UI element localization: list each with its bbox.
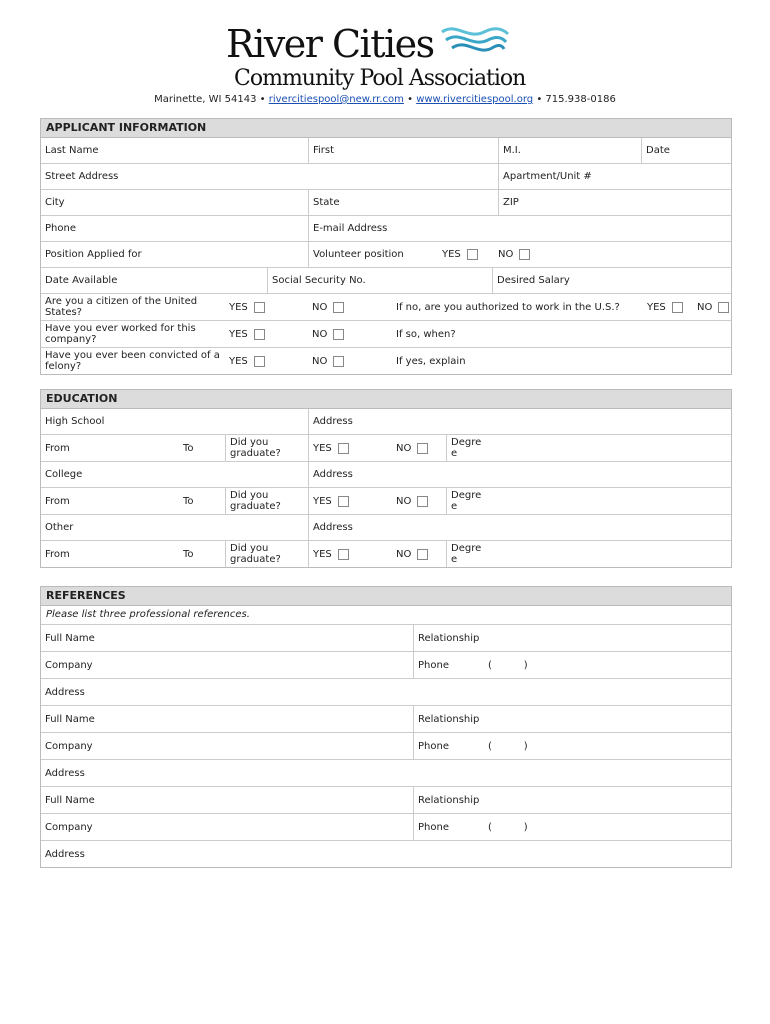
- city-row: [41, 190, 731, 216]
- state-field[interactable]: State: [308, 190, 498, 215]
- date-available-field[interactable]: Date Available: [45, 275, 118, 286]
- reference-company-field[interactable]: Company: [45, 821, 93, 833]
- reference-address-row: [41, 841, 731, 867]
- website-link[interactable]: www.riverci​tiespool.org: [416, 94, 534, 105]
- salary-field[interactable]: Desired Salary: [492, 268, 731, 293]
- other-dates-row: [41, 541, 731, 567]
- other-row: [41, 515, 731, 541]
- name-row: [41, 138, 731, 164]
- street-address-field[interactable]: Street Address: [45, 171, 119, 182]
- felony-question: Have you ever been convicted of a felony?: [45, 350, 220, 372]
- contact-line: [0, 94, 770, 105]
- reference-company-field[interactable]: Company: [45, 659, 93, 671]
- no-label: NO: [396, 495, 412, 507]
- reference-address-field[interactable]: Address: [45, 686, 85, 698]
- wave-logo-icon: [438, 24, 510, 62]
- yes-label: YES: [442, 249, 461, 260]
- other-no-checkbox[interactable]: [417, 549, 428, 560]
- phone-area-code: ( ): [488, 821, 528, 833]
- volunteer-yes: [438, 242, 498, 267]
- college-degree-field[interactable]: [446, 488, 731, 514]
- street-row: [41, 164, 731, 190]
- yes-label: YES: [313, 495, 332, 507]
- when-field[interactable]: If so, when?: [396, 328, 456, 340]
- phone-label: Phone: [418, 659, 449, 671]
- phone-number: 715.938-0186: [545, 94, 616, 105]
- degree-label: Degre e: [451, 437, 482, 459]
- reference-phone-field[interactable]: [413, 733, 731, 759]
- high-school-yes: [308, 435, 388, 461]
- explain-field[interactable]: If yes, explain: [396, 355, 466, 367]
- authorized-yes: [643, 294, 693, 320]
- worked-yes: [225, 321, 295, 347]
- citizen-yes-checkbox[interactable]: [254, 302, 265, 313]
- college-dates-row: [41, 488, 731, 515]
- email-field[interactable]: E-mail Address: [308, 216, 731, 241]
- reference-company-row: [41, 733, 731, 760]
- no-label: NO: [498, 249, 514, 260]
- yes-label: YES: [229, 355, 248, 367]
- reference-name-row: [41, 706, 731, 733]
- felony-no-checkbox[interactable]: [333, 356, 344, 367]
- worked-no-checkbox[interactable]: [333, 329, 344, 340]
- felony-row: [41, 348, 731, 374]
- applicant-heading: APPLICANT INFORMATION: [41, 119, 731, 138]
- other-yes-checkbox[interactable]: [338, 549, 349, 560]
- graduate-question: Did you graduate?: [225, 435, 305, 461]
- no-label: NO: [396, 548, 412, 560]
- graduate-question: Did you graduate?: [225, 488, 305, 514]
- references-heading: REFERENCES: [41, 587, 731, 606]
- authorized-yes-checkbox[interactable]: [672, 302, 683, 313]
- date-field[interactable]: Date: [641, 138, 731, 163]
- reference-phone-field[interactable]: [413, 814, 731, 840]
- no-label: NO: [396, 442, 412, 454]
- reference-name-row: [41, 625, 731, 652]
- phone-label: Phone: [418, 821, 449, 833]
- authorized-no-checkbox[interactable]: [718, 302, 729, 313]
- other-school-field[interactable]: Other: [45, 522, 74, 533]
- high-school-yes-checkbox[interactable]: [338, 443, 349, 454]
- no-label: NO: [312, 328, 328, 340]
- last-name-field[interactable]: Last Name: [45, 145, 99, 156]
- reference-address-field[interactable]: Address: [45, 767, 85, 779]
- volunteer-label: Volunteer position: [308, 242, 438, 267]
- no-label: NO: [697, 301, 713, 313]
- citizen-row: [41, 294, 731, 321]
- college-field[interactable]: College: [45, 469, 83, 480]
- high-school-from-field[interactable]: From: [45, 442, 70, 454]
- college-yes: [308, 488, 388, 514]
- address-text: Marinette, WI 54143 •: [154, 94, 266, 105]
- other-no: [392, 541, 442, 567]
- felony-no: [308, 348, 378, 374]
- citizen-question: Are you a citizen of the United States?: [45, 296, 198, 318]
- education-section: [40, 389, 732, 568]
- email-link[interactable]: riverciti​espool@new.rr.com: [268, 94, 404, 105]
- phone-label: Phone: [418, 740, 449, 752]
- other-to-field[interactable]: To: [183, 548, 194, 560]
- other-address-field[interactable]: Address: [308, 515, 731, 540]
- education-heading: EDUCATION: [41, 390, 731, 409]
- citizen-no-checkbox[interactable]: [333, 302, 344, 313]
- high-school-to-field[interactable]: To: [183, 442, 194, 454]
- phone-area-code: ( ): [488, 740, 528, 752]
- yes-label: YES: [229, 328, 248, 340]
- reference-address-row: [41, 679, 731, 706]
- references-section: [40, 586, 732, 868]
- other-from-field[interactable]: From: [45, 548, 70, 560]
- position-row: [41, 242, 731, 268]
- yes-label: YES: [313, 442, 332, 454]
- ssn-field[interactable]: Social Security No.: [267, 268, 492, 293]
- reference-company-field[interactable]: Company: [45, 740, 93, 752]
- references-note: Please list three professional references.: [41, 606, 731, 625]
- applicant-section: [40, 118, 732, 375]
- apartment-field[interactable]: Apartment/Unit #: [498, 164, 731, 189]
- volunteer-no-checkbox[interactable]: [519, 249, 530, 260]
- college-address-field[interactable]: Address: [308, 462, 731, 487]
- felony-yes: [225, 348, 295, 374]
- reference-relationship-field[interactable]: Relationship: [413, 706, 731, 732]
- reference-company-row: [41, 652, 731, 679]
- felony-yes-checkbox[interactable]: [254, 356, 265, 367]
- college-from-field[interactable]: From: [45, 495, 70, 507]
- reference-address-field[interactable]: Address: [45, 848, 85, 860]
- phone-field[interactable]: Phone: [45, 223, 76, 234]
- college-no: [392, 488, 442, 514]
- reference-name-row: [41, 787, 731, 814]
- reference-full-name-field[interactable]: Full Name: [45, 632, 95, 644]
- high-school-address-field[interactable]: Address: [308, 409, 731, 434]
- city-field[interactable]: City: [45, 197, 65, 208]
- citizen-no: [308, 294, 378, 320]
- volunteer-no: [494, 242, 554, 267]
- authorized-question: If no, are you authorized to work in the U.S.?: [396, 301, 620, 313]
- separator: •: [407, 94, 413, 105]
- other-yes: [308, 541, 388, 567]
- reference-address-row: [41, 760, 731, 787]
- reference-relationship-field[interactable]: Relationship: [413, 625, 731, 651]
- volunteer-yes-checkbox[interactable]: [467, 249, 478, 260]
- contact-row: [41, 216, 731, 242]
- other-degree-field[interactable]: [446, 541, 731, 567]
- reference-full-name-field[interactable]: Full Name: [45, 713, 95, 725]
- logo-subtitle: Community Pool Association: [234, 66, 526, 91]
- phone-area-code: ( ): [488, 659, 528, 671]
- worked-row: [41, 321, 731, 348]
- yes-label: YES: [647, 301, 666, 313]
- logo-title: River Cities: [226, 22, 434, 66]
- worked-no: [308, 321, 378, 347]
- college-row: [41, 462, 731, 488]
- no-label: NO: [312, 301, 328, 313]
- worked-question: Have you ever worked for this company?: [45, 323, 196, 345]
- high-school-row: [41, 409, 731, 435]
- reference-full-name-field[interactable]: Full Name: [45, 794, 95, 806]
- degree-label: Degre e: [451, 490, 482, 512]
- availability-row: [41, 268, 731, 294]
- citizen-yes: [225, 294, 295, 320]
- authorized-no: [693, 294, 731, 320]
- zip-field[interactable]: ZIP: [498, 190, 731, 215]
- reference-phone-field[interactable]: [413, 652, 731, 678]
- logo: [226, 22, 526, 94]
- yes-label: YES: [313, 548, 332, 560]
- first-name-field[interactable]: First: [308, 138, 498, 163]
- yes-label: YES: [229, 301, 248, 313]
- high-school-no-checkbox[interactable]: [417, 443, 428, 454]
- worked-yes-checkbox[interactable]: [254, 329, 265, 340]
- mi-field[interactable]: M.I.: [498, 138, 641, 163]
- reference-company-row: [41, 814, 731, 841]
- reference-relationship-field[interactable]: Relationship: [413, 787, 731, 813]
- high-school-field[interactable]: High School: [45, 416, 105, 427]
- high-school-degree-field[interactable]: [446, 435, 731, 461]
- high-school-no: [392, 435, 442, 461]
- degree-label: Degre e: [451, 543, 482, 565]
- college-yes-checkbox[interactable]: [338, 496, 349, 507]
- college-to-field[interactable]: To: [183, 495, 194, 507]
- graduate-question: Did you graduate?: [225, 541, 305, 567]
- position-field[interactable]: Position Applied for: [45, 249, 142, 260]
- no-label: NO: [312, 355, 328, 367]
- high-school-dates-row: [41, 435, 731, 462]
- college-no-checkbox[interactable]: [417, 496, 428, 507]
- separator: •: [536, 94, 543, 105]
